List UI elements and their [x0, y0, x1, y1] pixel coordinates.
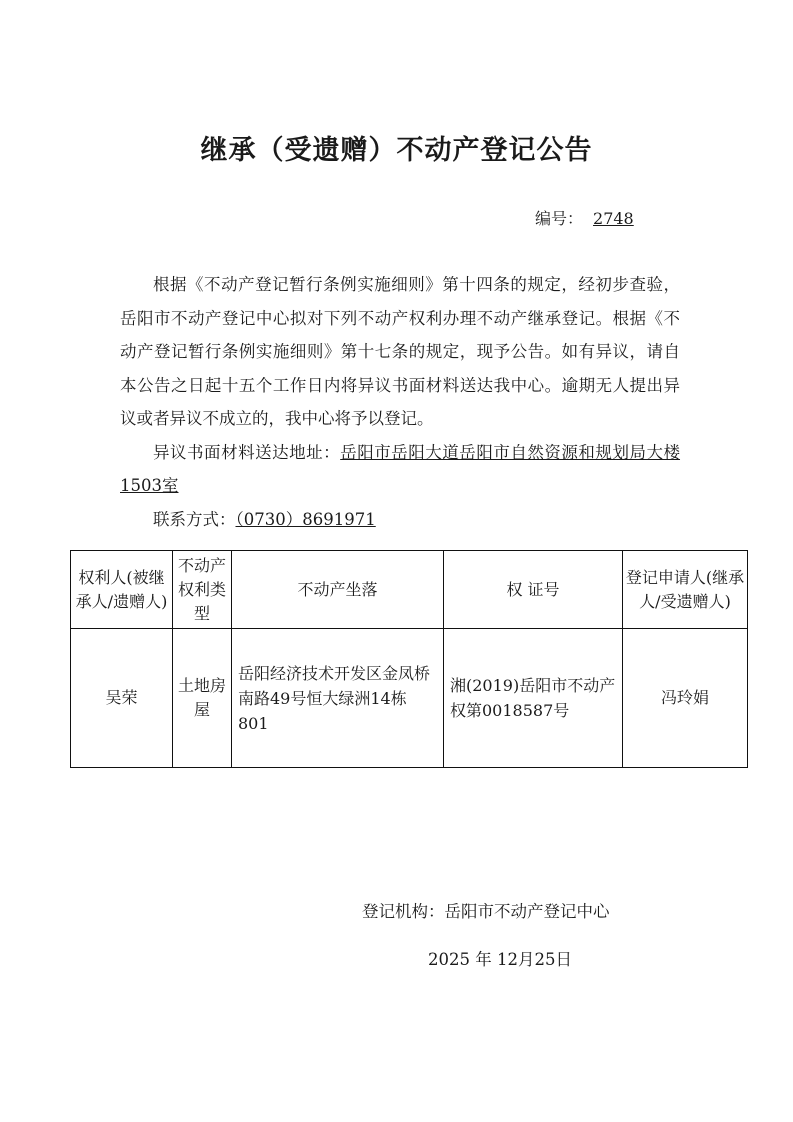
notice-number-value: 2748	[593, 209, 634, 228]
contact-label: 联系方式：	[153, 509, 236, 529]
address-value: 岳阳市岳阳大道岳阳市自然资源和规划局大楼1503室	[120, 442, 681, 495]
header-owner: 权利人(被继承人/遗赠人)	[71, 551, 173, 629]
contact-line	[120, 503, 680, 537]
table-row	[71, 629, 748, 768]
cell-applicant: 冯玲娟	[623, 629, 748, 768]
header-certificate: 权 证号	[444, 551, 623, 629]
registration-org	[362, 898, 610, 922]
notice-paragraph: 根据《不动产登记暂行条例实施细则》第十四条的规定，经初步查验，岳阳市不动产登记中心拟对下列不动产权利办理不动产继承登记。根据《不动产登记暂行条例实施细则》第十七条的规定，现予公告。如有异议，请自本公告之日起十五个工作日内将异议书面材料送达我中心。逾期无人提出异议或者异议不成立的，我中心将予以登记。	[120, 275, 680, 428]
page-title: 继承（受遗赠）不动产登记公告	[200, 135, 593, 166]
notice-number-label: 编号：	[535, 209, 584, 228]
property-table	[70, 550, 748, 768]
notice-number	[535, 206, 634, 229]
org-value: 岳阳市不动产登记中心	[444, 902, 610, 921]
header-applicant: 登记申请人(继承人/受遗赠人)	[623, 551, 748, 629]
address-label: 异议书面材料送达地址：	[153, 442, 341, 462]
notice-date: 2025 年 12月25日	[428, 950, 572, 969]
header-location: 不动产坐落	[232, 551, 444, 629]
notice-body	[120, 268, 680, 536]
header-right-type: 不动产权利类型	[173, 551, 232, 629]
cell-right-type: 土地房屋	[173, 629, 232, 768]
contact-value: （0730）8691971	[235, 509, 376, 529]
cell-location: 岳阳经济技术开发区金凤桥南路49号恒大绿洲14栋801	[232, 629, 444, 768]
cell-certificate: 湘(2019)岳阳市不动产权第0018587号	[444, 629, 623, 768]
org-label: 登记机构：	[362, 902, 445, 921]
address-line	[120, 436, 680, 503]
cell-owner: 吴荣	[71, 629, 173, 768]
table-header-row	[71, 551, 748, 629]
